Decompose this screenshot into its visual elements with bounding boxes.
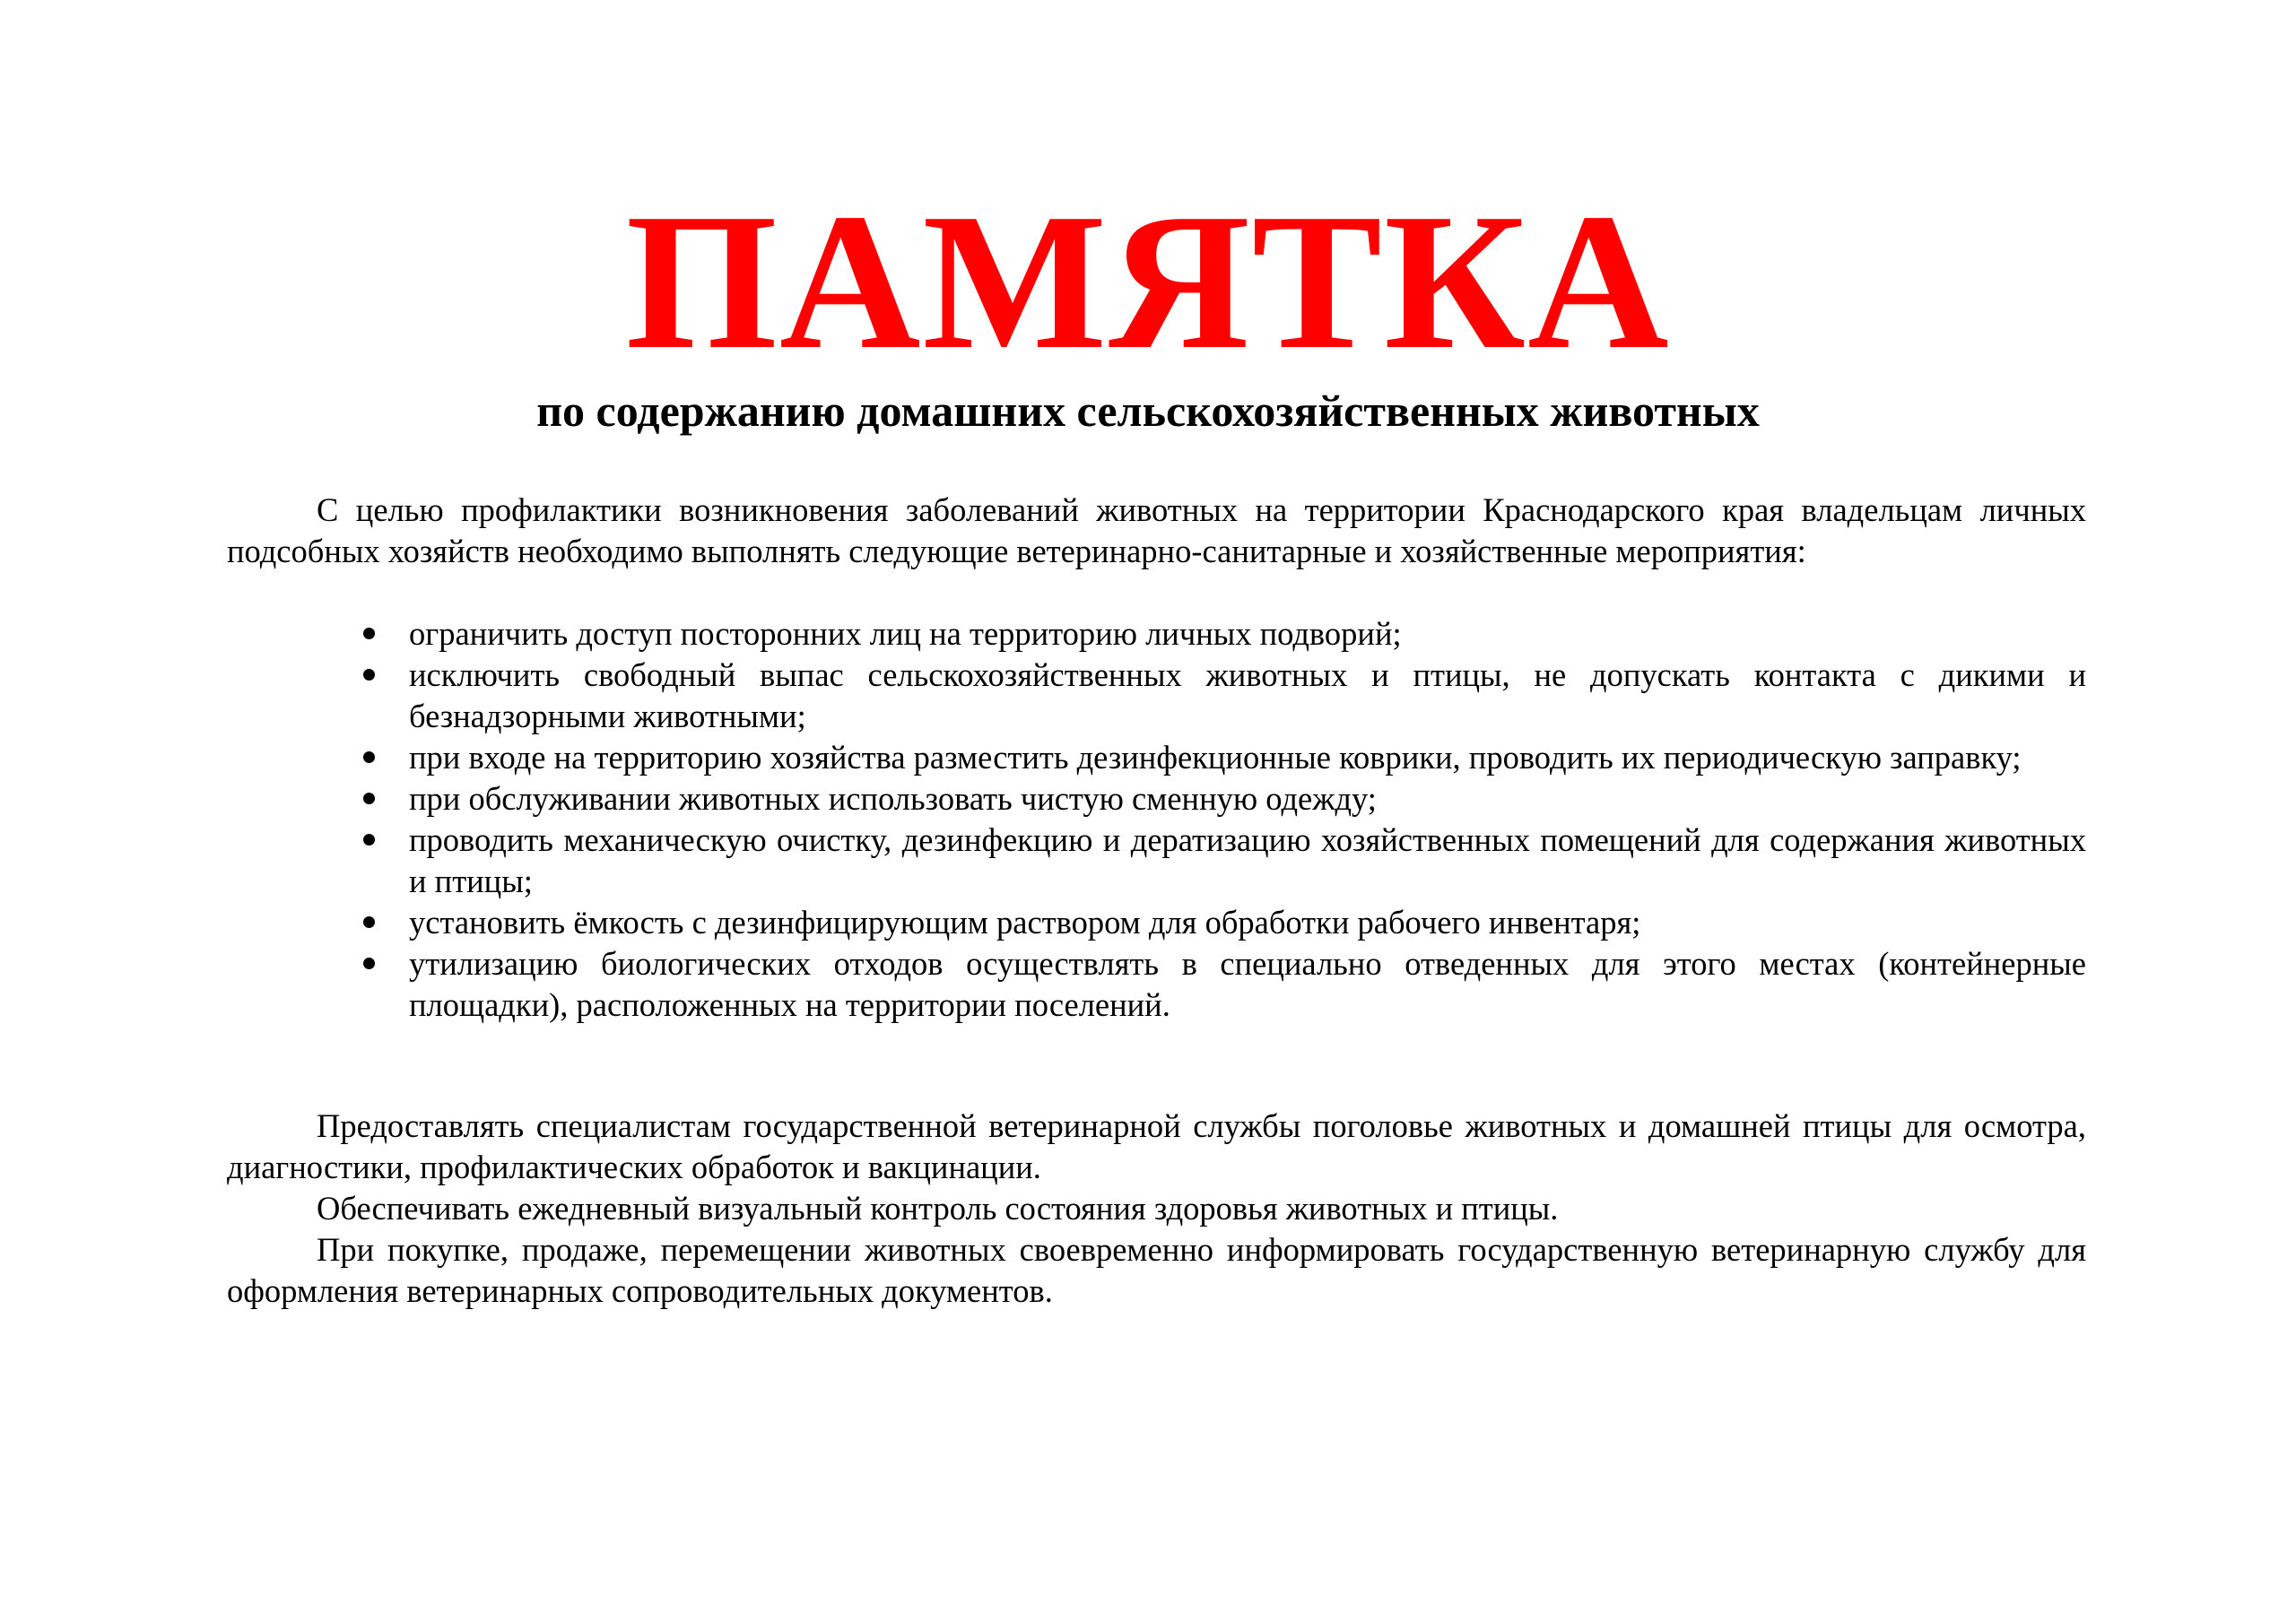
bullet-icon: [363, 628, 375, 639]
list-item: [227, 778, 2086, 820]
bullet-icon: [363, 958, 375, 969]
intro-paragraph: С целью профилактики возникновения заболеваний животных на территории Краснодарского края владельцам личных подсобных хозяйств необходимо выполнять следующие ветеринарно-санитарные и хозяйственные мероприятия:: [227, 491, 2086, 569]
list-item-text: установить ёмкость с дезинфицирующим раствором для обработки рабочего инвентаря;: [409, 904, 1641, 941]
page-title: ПАМЯТКА: [625, 174, 1671, 390]
closing-section: [227, 1106, 2086, 1312]
list-item: [227, 737, 2086, 778]
closing-paragraph: Предоставлять специалистам государственной ветеринарной службы поголовье животных и домашней птицы для осмотра, диагностики, профилактических обработок и вакцинации.: [227, 1107, 2086, 1185]
list-item: [227, 902, 2086, 943]
list-item-text: исключить свободный выпас сельскохозяйственных животных и птицы, не допускать контакта с дикими и безнадзорными животными;: [409, 656, 2086, 734]
bullet-icon: [363, 669, 375, 681]
list-item: [227, 613, 2086, 655]
bullet-icon: [363, 916, 375, 928]
closing-paragraph: При покупке, продаже, перемещении животных своевременно информировать государственную ветеринарную службу для оформления ветеринарных сопроводительных документов.: [227, 1231, 2086, 1309]
page-subtitle: по содержанию домашних сельскохозяйственных животных: [536, 386, 1760, 436]
list-item-text: ограничить доступ посторонних лиц на территорию личных подворий;: [409, 615, 1402, 652]
bullet-icon: [363, 834, 375, 846]
list-item: [227, 943, 2086, 1026]
measures-list: [227, 613, 2086, 1026]
bullet-icon: [363, 793, 375, 804]
intro-section: [227, 490, 2086, 572]
list-item-text: при входе на территорию хозяйства разместить дезинфекционные коврики, проводить их периодическую заправку;: [409, 739, 2022, 776]
list-item-text: проводить механическую очистку, дезинфекцию и дератизацию хозяйственных помещений для содержания животных и птицы;: [409, 821, 2086, 899]
list-item: [227, 655, 2086, 737]
list-item-text: при обслуживании животных использовать чистую сменную одежду;: [409, 780, 1377, 817]
closing-paragraph: Обеспечивать ежедневный визуальный контроль состояния здоровья животных и птицы.: [317, 1190, 1559, 1227]
list-item-text: утилизацию биологических отходов осуществлять в специально отведенных для этого местах (контейнерные площадки), расположенных на территории поселений.: [409, 945, 2086, 1023]
list-item: [227, 820, 2086, 902]
bullet-icon: [363, 751, 375, 763]
